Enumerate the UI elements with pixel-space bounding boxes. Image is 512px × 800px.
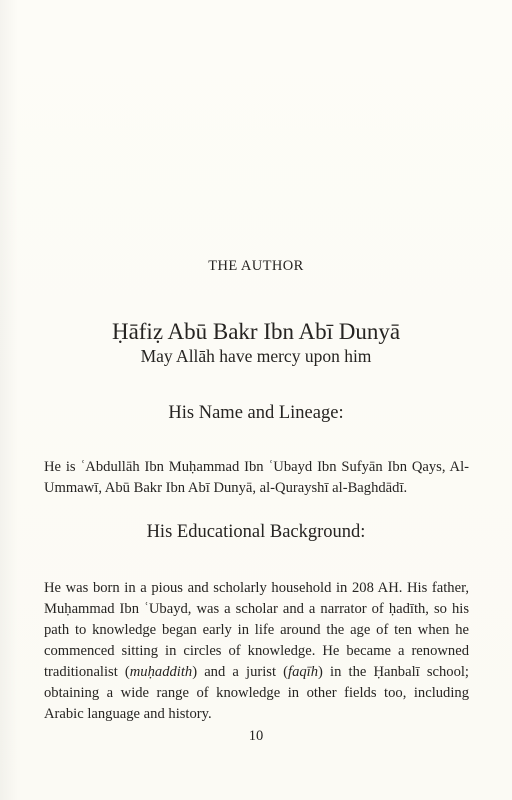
education-text-part-1: He was born in a pious and scholarly household in 208 AH. His father, Muḥammad Ibn ʿUbayd, was a scholar and a narrator of ḥadīth, so his path to knowledge began early in life around the age of ten when he commenced sitting in circles of knowledge. He became a renowned traditionalist ( [44, 579, 469, 680]
education-text-part-2: ) and a jurist ( [192, 663, 289, 680]
term-faqih: faqīh [288, 663, 319, 680]
section-label: THE AUTHOR [208, 258, 304, 274]
education-text-part-3: ) in the Ḥanbalī school; obtaining a wide range of knowledge in other fields too, including Arabic language and history. [44, 663, 469, 722]
page-number: 10 [248, 728, 264, 744]
author-prayer: May Allāh have mercy upon him [140, 346, 372, 366]
author-name: Ḥāfiẓ Abū Bakr Ibn Abī Dunyā [111, 319, 401, 344]
education-heading: His Educational Background: [146, 522, 366, 542]
education-paragraph [44, 578, 469, 725]
name-lineage-heading: His Name and Lineage: [168, 403, 344, 423]
term-muhaddith: muḥaddith [129, 663, 193, 680]
name-lineage-paragraph: He is ʿAbdullāh Ibn Muḥammad Ibn ʿUbayd Ibn Sufyān Ibn Qays, Al-Ummawī, Abū Bakr Ibn Abī Dunyā, al-Qurayshī al-Baghdādī. [44, 458, 469, 496]
